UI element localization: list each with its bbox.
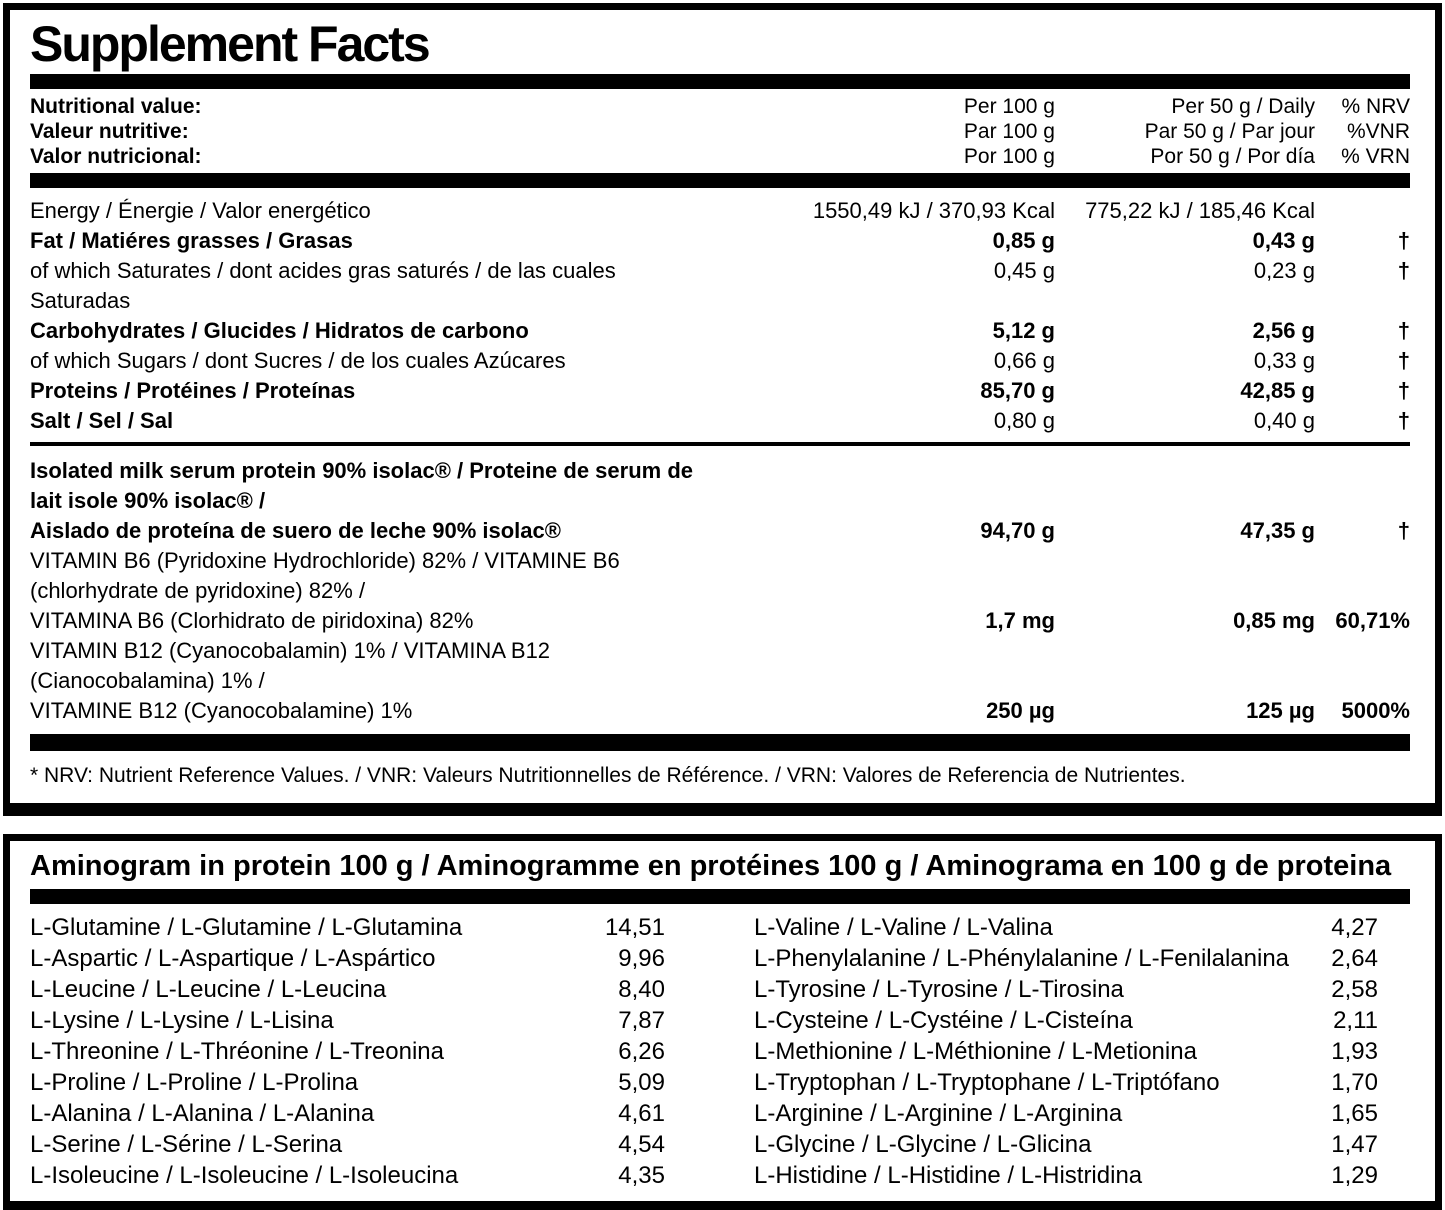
nrv-value: † [1397,348,1410,373]
per100-value: 1550,49 kJ / 370,93 Kcal [812,198,1055,223]
amino-value: 8,40 [618,976,665,1003]
amino-name: L-Arginine / L-Arginine / L-Arginina [754,1100,1123,1127]
per50-value: 0,43 g [1252,228,1315,253]
nrv-header: % VRN [1341,145,1410,168]
per100-value: 94,70 g [980,518,1055,543]
table-row [30,974,665,1005]
table-row [30,546,1410,636]
table-row [30,636,1410,726]
table-row [30,406,1410,436]
amino-value: 4,35 [618,1162,665,1189]
ingredient-label-line1: Isolated milk serum protein 90% isolac® / Proteine de serum de lait isole 90% isolac® / [30,458,693,513]
nutrient-label: Salt / Sel / Sal [30,408,174,433]
amino-name: L-Serine / L-Sérine / L-Serina [30,1131,343,1158]
amino-name: L-Proline / L-Proline / L-Prolina [30,1069,359,1096]
nutrient-label: of which Saturates / dont acides gras saturés / de las cuales Saturadas [30,258,616,313]
amino-value: 1,93 [1331,1038,1378,1065]
per50-header: Per 50 g / Daily [1171,95,1315,118]
table-row [30,943,665,974]
amino-name: L-Aspartic / L-Aspartique / L-Aspártico [30,945,436,972]
amino-value: 7,87 [618,1007,665,1034]
table-row [30,1129,665,1160]
amino-value: 4,54 [618,1131,665,1158]
table-row [754,1129,1378,1160]
active-ingredients-table [30,456,1410,726]
nrv-value: † [1397,228,1410,253]
per100-value: 0,80 g [993,408,1055,433]
header-row [30,144,1410,169]
per50-value: 0,23 g [1253,258,1315,283]
per50-value: 0,85 mg [1233,608,1315,633]
amino-value: 5,09 [618,1069,665,1096]
nrv-value: † [1397,408,1410,433]
amino-name: L-Methionine / L-Méthionine / L-Metionina [754,1038,1197,1065]
amino-value: 1,29 [1331,1162,1378,1189]
table-row [754,1036,1378,1067]
table-row [754,1067,1378,1098]
divider-bar [30,889,1410,904]
amino-value: 1,47 [1331,1131,1378,1158]
table-row [30,196,1410,226]
amino-value: 9,96 [618,945,665,972]
per100-header: Por 100 g [963,145,1055,168]
amino-name: L-Cysteine / L-Cystéine / L-Cisteína [754,1007,1133,1034]
nrv-value: 5000% [1341,698,1410,723]
nutrient-label: Fat / Matiéres grasses / Grasas [30,228,353,253]
nrv-value: † [1397,518,1410,543]
amino-name: L-Phenylalanine / L-Phénylalanine / L-Fenilalanina [754,945,1290,972]
per50-value: 2,56 g [1252,318,1315,343]
table-row [30,1098,665,1129]
table-row [754,1005,1378,1036]
ingredient-label [30,456,715,546]
nrv-value: † [1397,258,1410,283]
amino-value: 4,27 [1331,914,1378,941]
per100-value: 1,7 mg [985,608,1055,633]
ingredient-label-line2: Aislado de proteína de suero de leche 90% isolac® [30,518,561,543]
table-row [30,1160,665,1191]
per100-value: 250 µg [986,698,1055,723]
per50-header: Par 50 g / Par jour [1144,120,1315,143]
table-row [754,974,1378,1005]
per100-header: Par 100 g [963,120,1055,143]
amino-value: 6,26 [618,1038,665,1065]
nrv-value: 60,71% [1335,608,1410,633]
nrv-value: † [1397,378,1410,403]
table-row [30,346,1410,376]
table-row [754,943,1378,974]
table-row [30,1005,665,1036]
amino-name: L-Glutamine / L-Glutamine / L-Glutamina [30,914,463,941]
divider-bar [30,734,1410,751]
per50-value: 42,85 g [1240,378,1315,403]
divider-bar [30,74,1410,89]
nutrient-label: Carbohydrates / Glucides / Hidratos de carbono [30,318,529,343]
ingredient-label-line2: VITAMINA B6 (Clorhidrato de piridoxina) 82% [30,608,474,633]
nrv-value: † [1397,318,1410,343]
table-row [30,226,1410,256]
per50-value: 0,33 g [1253,348,1315,373]
nrv-header: % NRV [1341,95,1410,118]
table-row [30,456,1410,546]
amino-name: L-Tryptophan / L-Tryptophane / L-Triptófano [754,1069,1220,1096]
amino-name: L-Lysine / L-Lysine / L-Lisina [30,1007,334,1034]
ingredient-label [30,636,715,726]
table-row [754,1160,1378,1191]
header-row [30,94,1410,119]
per50-value: 0,40 g [1253,408,1315,433]
amino-name: L-Leucine / L-Leucine / L-Leucina [30,976,387,1003]
amino-name: L-Histidine / L-Histidine / L-Histridina [754,1162,1143,1189]
table-row [754,1098,1378,1129]
amino-name: L-Tyrosine / L-Tyrosine / L-Tirosina [754,976,1124,1003]
nrv-value [1315,196,1410,226]
header-label: Valeur nutritive: [30,120,189,143]
nutrient-label: of which Sugars / dont Sucres / de los cuales Azúcares [30,348,566,373]
supplement-facts-title: Supplement Facts [30,16,429,72]
per50-value: 125 µg [1246,698,1315,723]
table-row [30,316,1410,346]
per50-value: 47,35 g [1240,518,1315,543]
nutrient-label: Proteins / Protéines / Proteínas [30,378,356,403]
per100-value: 5,12 g [992,318,1055,343]
amino-name: L-Alanina / L-Alanina / L-Alanina [30,1100,375,1127]
ingredient-label-line1: VITAMIN B6 (Pyridoxine Hydrochloride) 82% / VITAMINE B6 (chlorhydrate de pyridoxine) 82% / [30,548,620,603]
amino-value: 14,51 [604,914,665,941]
aminogram-right-column [754,912,1378,1191]
table-row [30,912,665,943]
nutrition-header [30,94,1410,169]
aminogram-table [30,912,1410,1191]
table-row [754,912,1378,943]
nutrient-table [30,196,1410,436]
supplement-facts-panel [3,3,1442,816]
nrv-header: %VNR [1346,120,1410,143]
aminogram-panel [3,834,1442,1210]
table-row [30,1067,665,1098]
amino-name: L-Glycine / L-Glycine / L-Glicina [754,1131,1092,1158]
aminogram-title: Aminogram in protein 100 g / Aminogramme en protéines 100 g / Aminograma en 100 g de proteina [30,850,1392,882]
header-row [30,119,1410,144]
nutrient-label: Energy / Énergie / Valor energético [30,198,371,223]
header-label: Nutritional value: [30,95,202,118]
per50-value: 775,22 kJ / 185,46 Kcal [1085,198,1315,223]
amino-value: 1,70 [1331,1069,1378,1096]
per100-value: 0,85 g [992,228,1055,253]
amino-value: 2,58 [1331,976,1378,1003]
amino-value: 1,65 [1331,1100,1378,1127]
amino-name: L-Valine / L-Valine / L-Valina [754,914,1053,941]
divider-bar [30,173,1410,188]
header-label: Valor nutricional: [30,145,202,168]
amino-value: 2,64 [1331,945,1378,972]
per100-header: Per 100 g [963,95,1055,118]
ingredient-label-line2: VITAMINE B12 (Cyanocobalamine) 1% [30,698,413,723]
per50-header: Por 50 g / Por día [1150,145,1315,168]
aminogram-left-column [30,912,665,1191]
amino-value: 4,61 [618,1100,665,1127]
table-row [30,1036,665,1067]
per100-value: 85,70 g [980,378,1055,403]
table-row [30,376,1410,406]
per100-value: 0,66 g [993,348,1055,373]
ingredient-label [30,546,715,636]
thin-divider [30,442,1410,446]
ingredient-label-line1: VITAMIN B12 (Cyanocobalamin) 1% / VITAMINA B12 (Cianocobalamina) 1% / [30,638,551,693]
table-row [30,256,1410,316]
per100-value: 0,45 g [993,258,1055,283]
amino-value: 2,11 [1333,1007,1378,1034]
amino-name: L-Threonine / L-Thréonine / L-Treonina [30,1038,444,1065]
amino-name: L-Isoleucine / L-Isoleucine / L-Isoleucina [30,1162,459,1189]
nrv-footnote: * NRV: Nutrient Reference Values. / VNR: Valeurs Nutritionnelles de Référence. / VRN: Valores de Referencia de Nutrientes. [30,764,1186,787]
